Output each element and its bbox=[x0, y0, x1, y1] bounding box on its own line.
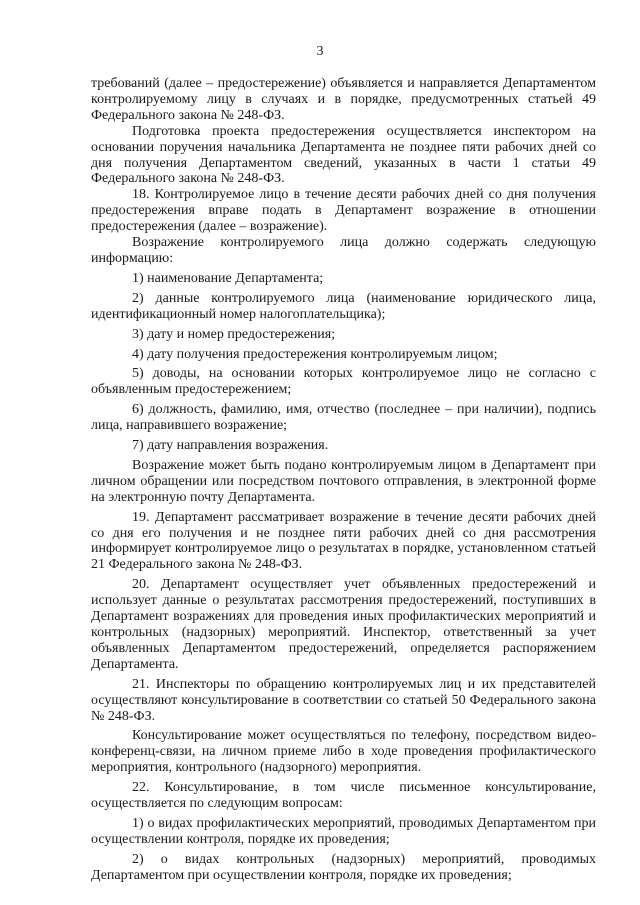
list-item: 2) данные контролируемого лица (наименование юридического лица, идентификационный номер налогоплательщика); bbox=[91, 290, 596, 322]
paragraph: Консультирование может осуществляться по телефону, посредством видео-конференц-связи, на личном приеме либо в ходе проведения профилактического мероприятия, контрольного (надзорного) мероприятия. bbox=[91, 728, 596, 776]
paragraph: Возражение контролируемого лица должно содержать следующую информацию: bbox=[91, 235, 596, 266]
document-body bbox=[91, 76, 596, 884]
list-item: 2) о видах контрольных (надзорных) мероприятий, проводимых Департаментом при осуществлении контроля, порядке их проведения; bbox=[91, 851, 596, 883]
paragraph: 21. Инспекторы по обращению контролируемых лиц и их представителей осуществляют консультирование в соответствии со статьей 50 Федерального закона № 248-ФЗ. bbox=[91, 676, 596, 724]
list-item: 4) дату получения предостережения контролируемым лицом; bbox=[132, 346, 498, 362]
list-item: 1) о видах профилактических мероприятий, проводимых Департаментом при осуществлении контроля, порядке их проведения; bbox=[91, 815, 596, 847]
paragraph: Возражение может быть подано контролируемым лицом в Департамент при личном обращении или посредством почтового отправления, в электронной форме на электронную почту Департамента. bbox=[91, 457, 596, 505]
paragraph: 18. Контролируемое лицо в течение десяти рабочих дней со дня получения предостережения вправе подать в Департамент возражение в отношении предостережения (далее – возражение). bbox=[91, 187, 596, 235]
paragraph: 19. Департамент рассматривает возражение в течение десяти рабочих дней со дня его получения и не позднее пяти рабочих дней со дня рассмотрения информирует контролируемое лицо о результатах в порядке, установленном статьей 21 Федерального закона № 248-ФЗ. bbox=[91, 509, 596, 573]
list-item: 7) дату направления возражения. bbox=[132, 438, 329, 454]
paragraph: требований (далее – предостережение) объявляется и направляется Департаментом контролируемому лицу в случаях и в порядке, предусмотренных статьей 49 Федерального закона № 248-ФЗ. bbox=[91, 76, 596, 123]
list-item: 6) должность, фамилию, имя, отчество (последнее – при наличии), подпись лица, направившего возражение; bbox=[91, 402, 596, 434]
paragraph: 20. Департамент осуществляет учет объявленных предостережений и использует данные о результатах рассмотрения предостережений, поступивших в Департамент возражениях для проведения иных профилактических мероприятий и контрольных (надзорных) мероприятий. Инспектор, ответственный за учет объявленных Департаментом предостережений, определяется распоряжением Департамента. bbox=[91, 577, 596, 672]
paragraph: 22. Консультирование, в том числе письменное консультирование, осуществляется по следующим вопросам: bbox=[91, 780, 596, 812]
page-number: 3 bbox=[316, 44, 324, 59]
list-item: 3) дату и номер предостережения; bbox=[132, 326, 336, 342]
list-item: 1) наименование Департамента; bbox=[132, 270, 324, 286]
paragraph: Подготовка проекта предостережения осуществляется инспектором на основании поручения начальника Департамента не позднее пяти рабочих дней со дня получения Департаментом сведений, указанных в части 1 статьи 49 Федерального закона № 248-ФЗ. bbox=[91, 123, 596, 187]
list-item: 5) доводы, на основании которых контролируемое лицо не согласно с объявленным предостережением; bbox=[91, 366, 596, 398]
